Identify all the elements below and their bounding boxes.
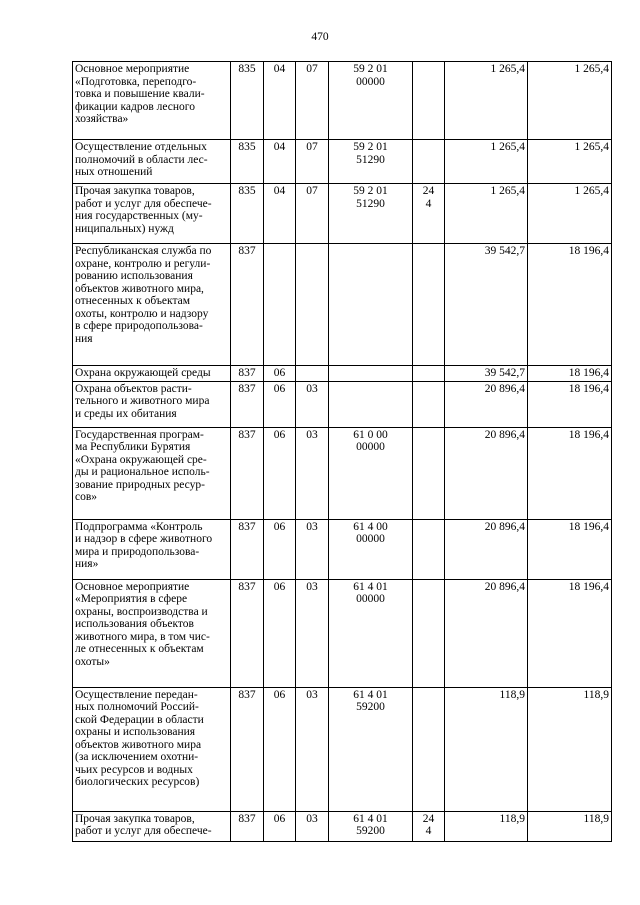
amount-year-2: 18 196,4 bbox=[528, 244, 612, 366]
table-row bbox=[73, 579, 612, 687]
section-code: 06 bbox=[264, 427, 296, 519]
budget-table bbox=[72, 61, 612, 842]
amount-year-2: 18 196,4 bbox=[528, 519, 612, 579]
ministry-code: 837 bbox=[231, 366, 264, 382]
expense-type-code: 24 4 bbox=[413, 811, 445, 841]
expense-type-code bbox=[413, 381, 445, 427]
amount-year-1: 118,9 bbox=[445, 687, 528, 811]
subsection-code bbox=[296, 366, 329, 382]
ministry-code: 837 bbox=[231, 427, 264, 519]
section-code: 06 bbox=[264, 381, 296, 427]
table-row bbox=[73, 244, 612, 366]
amount-year-1: 1 265,4 bbox=[445, 140, 528, 184]
target-article-code: 61 4 01 00000 bbox=[329, 579, 413, 687]
subsection-code: 03 bbox=[296, 381, 329, 427]
ministry-code: 835 bbox=[231, 184, 264, 244]
amount-year-2: 1 265,4 bbox=[528, 184, 612, 244]
target-article-code: 61 4 01 59200 bbox=[329, 811, 413, 841]
section-code bbox=[264, 244, 296, 366]
amount-year-1: 39 542,7 bbox=[445, 366, 528, 382]
target-article-code bbox=[329, 244, 413, 366]
section-code: 04 bbox=[264, 62, 296, 140]
expense-type-code bbox=[413, 62, 445, 140]
section-code: 06 bbox=[264, 366, 296, 382]
subsection-code bbox=[296, 244, 329, 366]
row-name: Основное мероприятие «Подготовка, переподго- товка и повышение квали- фикации кадров лесного хозяйства» bbox=[73, 62, 231, 140]
budget-table-body bbox=[73, 62, 612, 842]
ministry-code: 837 bbox=[231, 244, 264, 366]
amount-year-2: 1 265,4 bbox=[528, 62, 612, 140]
page-number: 470 bbox=[311, 31, 329, 43]
amount-year-1: 1 265,4 bbox=[445, 62, 528, 140]
subsection-code: 03 bbox=[296, 519, 329, 579]
amount-year-1: 20 896,4 bbox=[445, 381, 528, 427]
ministry-code: 835 bbox=[231, 62, 264, 140]
expense-type-code bbox=[413, 140, 445, 184]
ministry-code: 835 bbox=[231, 140, 264, 184]
target-article-code: 59 2 01 51290 bbox=[329, 140, 413, 184]
subsection-code: 07 bbox=[296, 140, 329, 184]
amount-year-2: 1 265,4 bbox=[528, 140, 612, 184]
row-name: Осуществление отдельных полномочий в области лес- ных отношений bbox=[73, 140, 231, 184]
subsection-code: 03 bbox=[296, 687, 329, 811]
expense-type-code bbox=[413, 687, 445, 811]
ministry-code: 837 bbox=[231, 811, 264, 841]
expense-type-code bbox=[413, 519, 445, 579]
target-article-code: 61 4 01 59200 bbox=[329, 687, 413, 811]
row-name: Осуществление передан- ных полномочий Россий- ской Федерации в области охраны и использования объектов животного мира (за исключением охотни- чьих ресурсов и водных биологических ресурсов) bbox=[73, 687, 231, 811]
section-code: 06 bbox=[264, 687, 296, 811]
table-row bbox=[73, 62, 612, 140]
section-code: 06 bbox=[264, 519, 296, 579]
row-name: Прочая закупка товаров, работ и услуг для обеспече- ния государственных (му- ниципальных) нужд bbox=[73, 184, 231, 244]
subsection-code: 03 bbox=[296, 427, 329, 519]
target-article-code: 61 0 00 00000 bbox=[329, 427, 413, 519]
subsection-code: 07 bbox=[296, 62, 329, 140]
table-row bbox=[73, 427, 612, 519]
table-row bbox=[73, 811, 612, 841]
expense-type-code: 24 4 bbox=[413, 184, 445, 244]
target-article-code bbox=[329, 381, 413, 427]
target-article-code: 61 4 00 00000 bbox=[329, 519, 413, 579]
amount-year-1: 20 896,4 bbox=[445, 519, 528, 579]
row-name: Республиканская служба по охране, контролю и регули- рованию использования объектов животного мира, отнесенных к объектам охоты, контролю и надзору в сфере природопользова- ния bbox=[73, 244, 231, 366]
amount-year-1: 20 896,4 bbox=[445, 427, 528, 519]
amount-year-1: 118,9 bbox=[445, 811, 528, 841]
target-article-code: 59 2 01 00000 bbox=[329, 62, 413, 140]
ministry-code: 837 bbox=[231, 381, 264, 427]
expense-type-code bbox=[413, 366, 445, 382]
amount-year-2: 118,9 bbox=[528, 811, 612, 841]
target-article-code bbox=[329, 366, 413, 382]
row-name: Охрана объектов расти- тельного и животного мира и среды их обитания bbox=[73, 381, 231, 427]
amount-year-1: 20 896,4 bbox=[445, 579, 528, 687]
amount-year-1: 1 265,4 bbox=[445, 184, 528, 244]
ministry-code: 837 bbox=[231, 519, 264, 579]
amount-year-2: 18 196,4 bbox=[528, 579, 612, 687]
table-row bbox=[73, 366, 612, 382]
amount-year-1: 39 542,7 bbox=[445, 244, 528, 366]
expense-type-code bbox=[413, 427, 445, 519]
row-name: Основное мероприятие «Мероприятия в сфере охраны, воспроизводства и использования объектов животного мира, в том чис- ле отнесенных к объектам охоты» bbox=[73, 579, 231, 687]
table-row bbox=[73, 140, 612, 184]
amount-year-2: 18 196,4 bbox=[528, 381, 612, 427]
section-code: 06 bbox=[264, 579, 296, 687]
section-code: 06 bbox=[264, 811, 296, 841]
amount-year-2: 118,9 bbox=[528, 687, 612, 811]
row-name: Охрана окружающей среды bbox=[73, 366, 231, 382]
table-row bbox=[73, 184, 612, 244]
table-row bbox=[73, 687, 612, 811]
subsection-code: 03 bbox=[296, 811, 329, 841]
table-row bbox=[73, 519, 612, 579]
section-code: 04 bbox=[264, 140, 296, 184]
amount-year-2: 18 196,4 bbox=[528, 366, 612, 382]
section-code: 04 bbox=[264, 184, 296, 244]
ministry-code: 837 bbox=[231, 579, 264, 687]
expense-type-code bbox=[413, 244, 445, 366]
ministry-code: 837 bbox=[231, 687, 264, 811]
row-name: Подпрограмма «Контроль и надзор в сфере животного мира и природопользова- ния» bbox=[73, 519, 231, 579]
subsection-code: 03 bbox=[296, 579, 329, 687]
row-name: Государственная програм- ма Республики Бурятия «Охрана окружающей сре- ды и рациональное исполь- зование природных ресур- сов» bbox=[73, 427, 231, 519]
table-row bbox=[73, 381, 612, 427]
expense-type-code bbox=[413, 579, 445, 687]
amount-year-2: 18 196,4 bbox=[528, 427, 612, 519]
row-name: Прочая закупка товаров, работ и услуг для обеспече- bbox=[73, 811, 231, 841]
target-article-code: 59 2 01 51290 bbox=[329, 184, 413, 244]
subsection-code: 07 bbox=[296, 184, 329, 244]
